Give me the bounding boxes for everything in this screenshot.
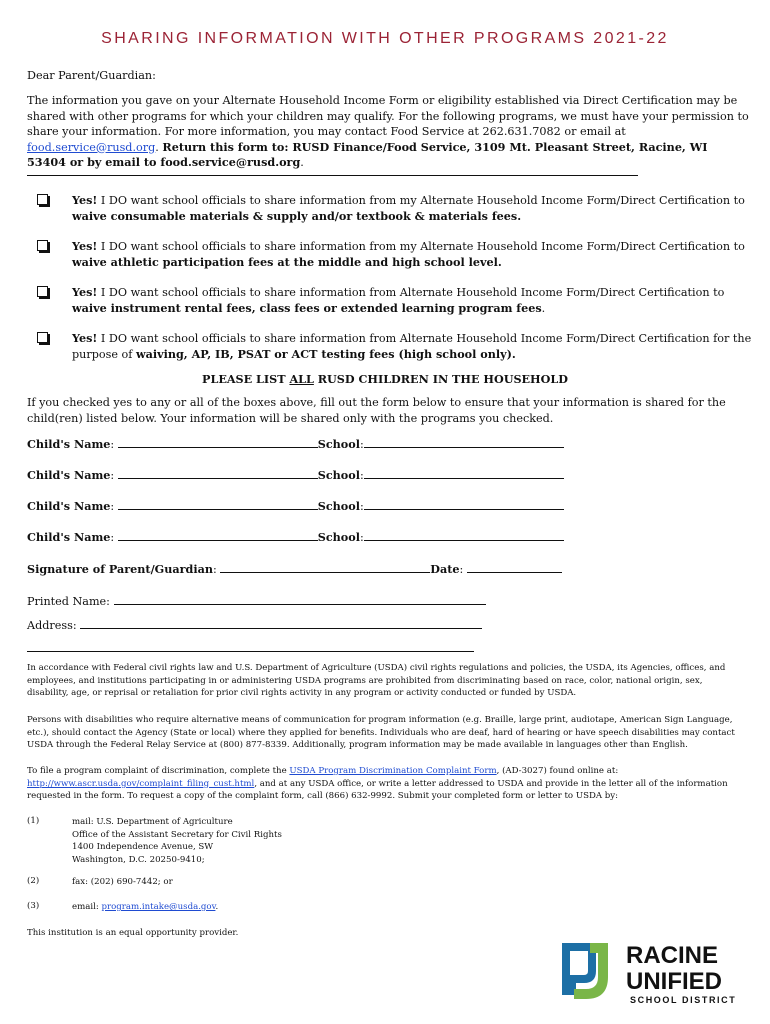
option-1-checkbox[interactable] <box>37 194 48 205</box>
mail-address: mail: U.S. Department of Agriculture Office of the Assistant Secretary for Civil Rights 1400 Independence Avenue, SW Washington, D.C. 20250-9410; <box>72 817 282 865</box>
child-name-field[interactable] <box>118 529 318 541</box>
civil-rights-para-1: In accordance with Federal civil rights law and U.S. Department of Agriculture (USDA) civil rights regulations and policies, the USDA, its Agencies, offices, and employees, and institutions participating in or administering USDA programs are prohibited from discriminating based on race, color, national origin, sex, disability, age, or reprisal or retaliation for prior civil rights activity in any program or activity conducted or funded by USDA. <box>27 663 726 699</box>
equal-opportunity-statement: This institution is an equal opportunity provider. <box>27 928 239 938</box>
school-field[interactable] <box>364 436 564 448</box>
child-name-field[interactable] <box>118 498 318 510</box>
item-3-number: (3) <box>27 901 40 911</box>
child-name-field[interactable] <box>118 467 318 479</box>
option-2-checkbox[interactable] <box>37 240 48 251</box>
racine-unified-logo <box>560 937 750 1007</box>
option-3-text: Yes! I DO want school officials to share information from Alternate Household Income Form/Direct Certification to waive instrument rental fees, class fees or extended learning program fees. <box>72 285 725 315</box>
food-service-email-link[interactable]: food.service@rusd.org <box>27 140 156 154</box>
item-2-number: (2) <box>27 876 40 886</box>
option-2-text: Yes! I DO want school officials to share information from my Alternate Household Income Form/Direct Certification to waive athletic participation fees at the middle and high school level. <box>72 239 745 269</box>
address-line-2[interactable] <box>27 651 474 652</box>
svg-text:UNIFIED: UNIFIED <box>626 968 722 995</box>
civil-rights-para-3: To file a program complaint of discrimination, complete the USDA Program Discrimination Complaint Form, (AD-3027) found online at: http://www.ascr.usda.gov/complaint_filing_cust.html, and at any USDA office, or write a letter addressed to USDA and provide in the letter all of the information requested in the form. To request a copy of the complaint form, call (866) 632-9992. Submit your completed form or letter to USDA by: <box>27 766 728 802</box>
printed-name-row: Printed Name: <box>27 593 486 608</box>
divider <box>27 175 638 176</box>
option-4-text: Yes! I DO want school officials to share information from Alternate Household Income Form/Direct Certification for the purpose of waiving, AP, IB, PSAT or ACT testing fees (high school only). <box>72 331 752 361</box>
option-1-text: Yes! I DO want school officials to share information from my Alternate Household Income Form/Direct Certification to waive consumable materials & supply and/or textbook & materials fees. <box>72 193 745 223</box>
intro-text: The information you gave on your Alternate Household Income Form or eligibility established via Direct Certification may be shared with other programs for which your children may qualify. For the following programs, we must have your permission to share your information. For more information, you may contact Food Service at 262.631.7082 or email at <box>27 94 749 138</box>
address-row: Address: <box>27 617 482 632</box>
printed-name-field[interactable] <box>114 593 486 605</box>
signature-row: Signature of Parent/Guardian: Date: <box>27 561 562 576</box>
return-instructions: Return this form to: RUSD Finance/Food Service, 3109 Mt. Pleasant Street, Racine, WI 53404 or by email to food.service@rusd.org <box>27 139 708 169</box>
school-field[interactable] <box>364 529 564 541</box>
child-row-4: Child's Name: School: <box>27 529 564 544</box>
intro-paragraph: The information you gave on your Alternate Household Income Form or eligibility established via Direct Certification may be shared with other programs for which your children may qualify. For the following programs, we must have your permission to share your information. For more information, you may contact Food Service at 262.631.7082 or email at food.service@rusd.org. Return this form to: RUSD Finance/Food Service, 3109 Mt. Pleasant Street, Racine, WI 53404 or by email to food.service@rusd.org. <box>27 94 749 169</box>
option-3-checkbox[interactable] <box>37 286 48 297</box>
school-field[interactable] <box>364 498 564 510</box>
logo-mark-icon <box>560 937 750 1007</box>
child-row-3: Child's Name: School: <box>27 498 564 513</box>
child-row-1: Child's Name: School: <box>27 436 564 451</box>
children-list-heading: PLEASE LIST ALL RUSD CHILDREN IN THE HOUSEHOLD <box>202 372 568 386</box>
usda-email-link[interactable]: program.intake@usda.gov <box>101 902 216 912</box>
svg-text:SCHOOL DISTRICT: SCHOOL DISTRICT <box>630 995 737 1005</box>
complaint-url-link[interactable]: http://www.ascr.usda.gov/complaint_filing_cust.html <box>27 778 255 789</box>
complaint-form-link[interactable]: USDA Program Discrimination Complaint Form <box>289 766 497 776</box>
fax-line: fax: (202) 690-7442; or <box>72 877 173 887</box>
greeting: Dear Parent/Guardian: <box>27 69 156 82</box>
option-4-checkbox[interactable] <box>37 332 48 343</box>
list-instructions: If you checked yes to any or all of the boxes above, fill out the form below to ensure that your information is shared for the child(ren) listed below. Your information will be shared only with the programs you checked. <box>27 396 726 425</box>
date-field[interactable] <box>467 561 562 573</box>
item-1-number: (1) <box>27 816 40 826</box>
school-field[interactable] <box>364 467 564 479</box>
child-name-field[interactable] <box>118 436 318 448</box>
civil-rights-para-2: Persons with disabilities who require alternative means of communication for program information (e.g. Braille, large print, audiotape, American Sign Language, etc.), should contact the Agency (State or local) where they applied for benefits. Individuals who are deaf, hard of hearing or have speech disabilities may contact USDA through the Federal Relay Service at (800) 877-8339. Additionally, program information may be made available in languages other than English. <box>27 715 735 751</box>
address-field[interactable] <box>80 617 482 629</box>
page-title: SHARING INFORMATION WITH OTHER PROGRAMS 2021-22 <box>101 30 669 47</box>
email-line: email: program.intake@usda.gov. <box>72 902 219 912</box>
child-row-2: Child's Name: School: <box>27 467 564 482</box>
signature-field[interactable] <box>220 561 430 573</box>
svg-text:RACINE: RACINE <box>626 942 719 969</box>
